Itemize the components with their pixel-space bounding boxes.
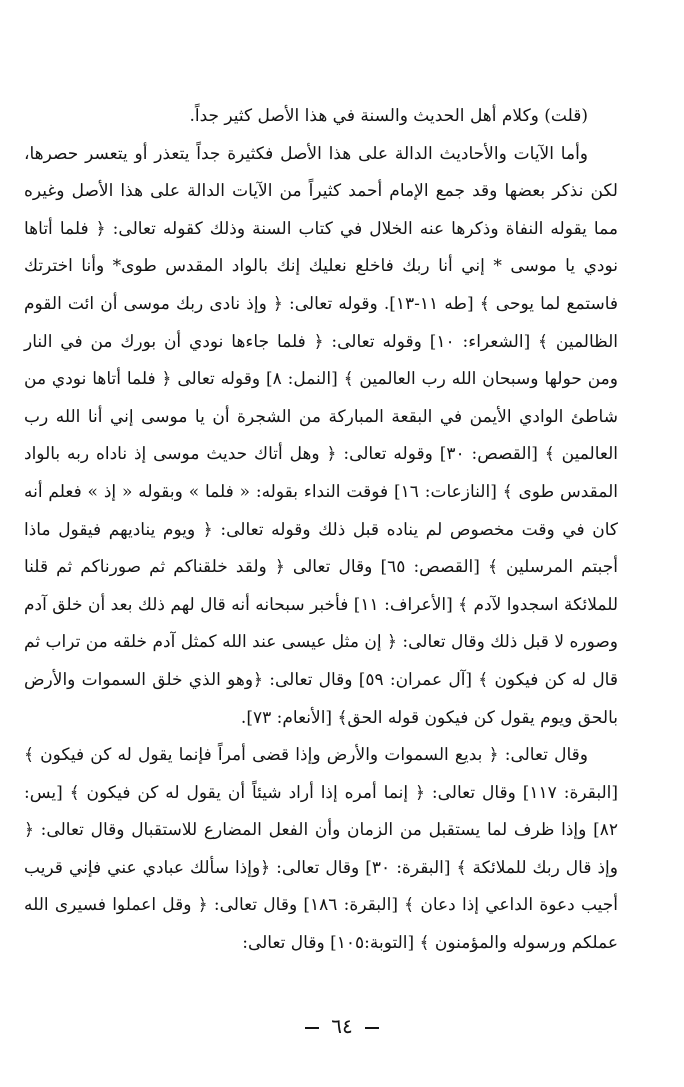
paragraph-verses-continued: وقال تعالى: ﴿ بديع السموات والأرض وإذا قضى أمراً فإنما يقول له كن فيكون ﴾ [البقرة: ١١٧] وقال تعالى: ﴿ إنما أمره إذا أراد شيئاً أن يقول له كن فيكون ﴾ [يس: ٨٢] وإذا ظرف لما يستقبل من الزمان وأن الفعل المضارع للاستقبال وقال تعالى: ﴿ وإذ قال ربك للملائكة ﴾ [البقرة: ٣٠] وقال تعالى: ﴿وإذا سألك عبادي عني فإني قريب أجيب دعوة الداعي إذا دعان ﴾ [البقرة: ١٨٦] وقال تعالى: ﴿ وقل اعملوا فسيرى الله عملكم ورسوله والمؤمنون ﴾ [التوبة:١٠٥] وقال تعالى: bbox=[24, 745, 618, 954]
paragraph-opening-remark: (قلت) وكلام أهل الحديث والسنة في هذا الأصل كثير جداً. bbox=[189, 106, 588, 126]
page-number-footer bbox=[0, 1014, 684, 1038]
left-dash bbox=[365, 1027, 379, 1029]
page-body bbox=[24, 98, 618, 963]
paragraph-verses-evidence: وأما الآيات والأحاديث الدالة على هذا الأصل فكثيرة جداً يتعذر أو يتعسر حصرها، لكن نذكر بعضها وقد جمع الإمام أحمد كثيراً من الآيات الدالة على هذا الأصل وغيره مما يقوله النفاة وذكرها عنه الخلال في كتاب السنة وذلك كقوله تعالى: ﴿ فلما أتاها نودي يا موسى * إني أنا ربك فاخلع نعليك إنك بالواد المقدس طوى* وأنا اخترتك فاستمع لما يوحى ﴾ [طه ١١-١٣]. وقوله تعالى: ﴿ وإذ نادى ربك موسى أن ائت القوم الظالمين ﴾ [الشعراء: ١٠] وقوله تعالى: ﴿ فلما جاءها نودي أن بورك من في النار ومن حولها وسبحان الله رب العالمين ﴾ [النمل: ٨] وقوله تعالى ﴿ فلما أتاها نودي من شاطئ الوادي الأيمن في البقعة المباركة من الشجرة أن يا موسى إني أنا الله رب العالمين ﴾ [القصص: ٣٠] وقوله تعالى: ﴿ وهل أتاك حديث موسى إذ ناداه ربه بالواد المقدس طوى ﴾ [النازعات: ١٦] فوقت النداء بقوله: « فلما » وبقوله « إذ » فعلم أنه كان في وقت مخصوص لم يناده قبل ذلك وقوله تعالى: ﴿ ويوم يناديهم فيقول ماذا أجبتم المرسلين ﴾ [القصص: ٦٥] وقال تعالى ﴿ ولقد خلقناكم ثم صورناكم ثم قلنا للملائكة اسجدوا لآدم ﴾ [الأعراف: ١١] فأخبر سبحانه أنه قال لهم ذلك بعد أن خلق آدم وصوره لا قبل ذلك وقال تعالى: ﴿ إن مثل عيسى عند الله كمثل آدم خلقه من تراب ثم قال له كن فيكون ﴾ [آل عمران: ٥٩] وقال تعالى: ﴿وهو الذي خلق السموات والأرض بالحق ويوم يقول كن فيكون قوله الحق﴾ [الأنعام: ٧٣]. bbox=[24, 143, 618, 728]
right-dash bbox=[305, 1027, 319, 1029]
page-number: ٦٤ bbox=[331, 1014, 353, 1038]
